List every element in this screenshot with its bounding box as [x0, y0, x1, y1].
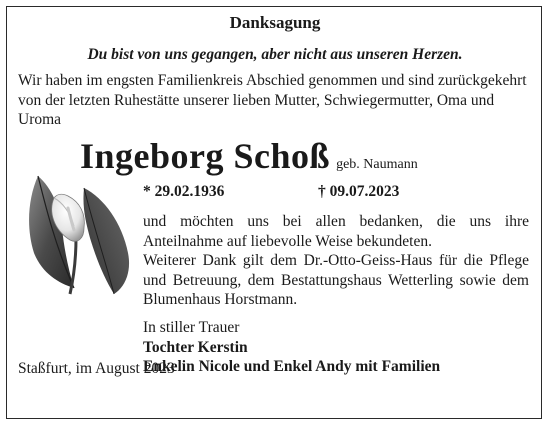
life-dates — [143, 183, 400, 201]
thanks-paragraph-1: und möchten uns bei allen bedanken, die uns ihre Anteilnahme auf liebevolle Weise bekundeten. — [143, 213, 529, 250]
thanks-text — [143, 212, 529, 310]
deceased-name: Ingeborg Schoß — [80, 136, 331, 176]
thanks-paragraph-2: Weiterer Dank gilt dem Dr.-Otto-Geiss-Haus für die Pflege und Betreuung, dem Bestattungshaus Wetterling sowie dem Blumenhaus Horstmann. — [143, 252, 529, 308]
intro-text: Wir haben im engsten Familienkreis Abschied genommen und sind zurückgekehrt von der letzten Ruhestätte unserer lieben Mutter, Schwiegermutter, Oma und Uroma — [18, 72, 527, 128]
calla-lily-icon — [24, 168, 134, 298]
notice-title: Danksagung — [229, 13, 321, 32]
birth-date: * 29.02.1936 — [143, 183, 225, 200]
death-date: † 09.07.2023 — [318, 183, 400, 200]
mourners-intro: In stiller Trauer — [143, 319, 240, 336]
maiden-name: geb. Naumann — [336, 157, 418, 172]
mourner-daughter: Tochter Kerstin — [143, 338, 248, 356]
mourner-grandchildren: Enkelin Nicole und Enkel Andy mit Familien — [143, 358, 441, 375]
place-date: Staßfurt, im August 2023 — [18, 360, 175, 377]
notice-motto: Du bist von uns gegangen, aber nicht aus unseren Herzen. — [87, 46, 463, 63]
mourners-block — [143, 318, 440, 377]
